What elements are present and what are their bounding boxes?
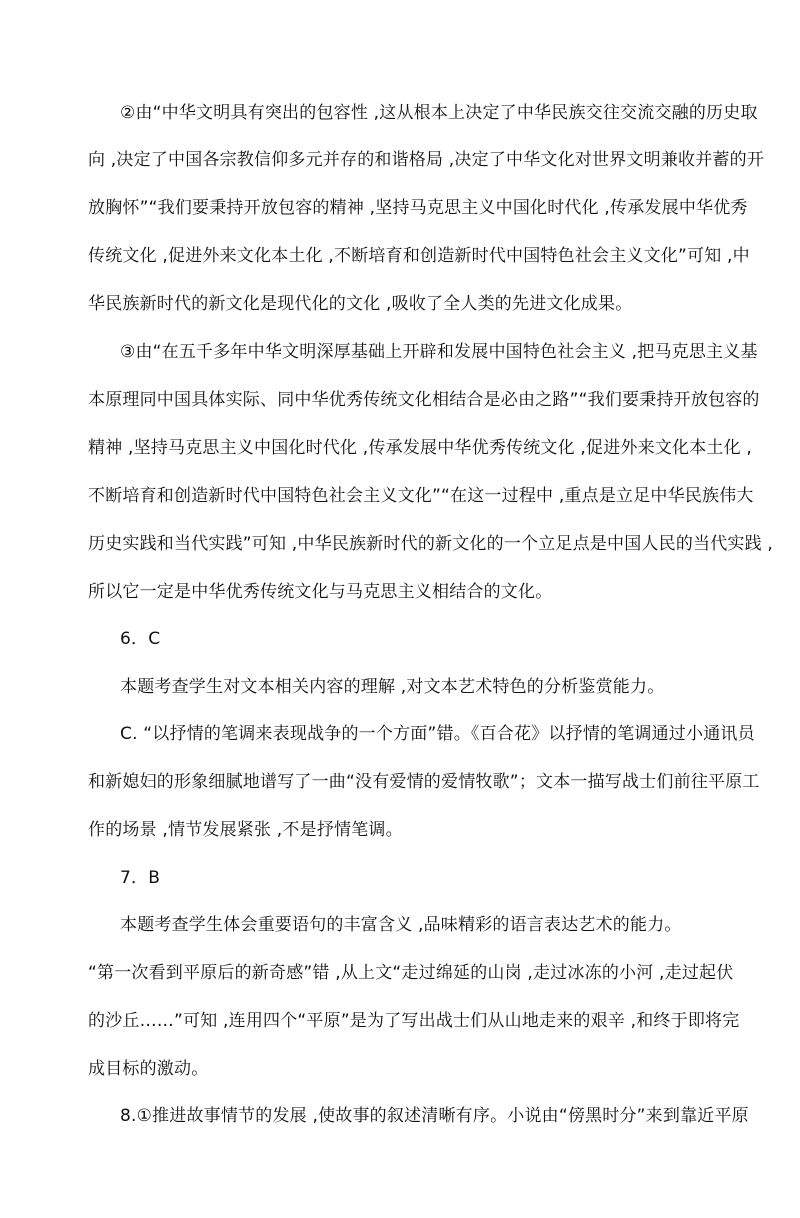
text-line: 所以它一定是中华优秀传统文化与马克思主义相结合的文化。: [88, 582, 553, 602]
text-line: ②由“中华文明具有突出的包容性 ,这从根本上决定了中华民族交往交流交融的历史取: [120, 103, 758, 123]
text-line: 本原理同中国具体实际、同中华优秀传统文化相结合是必由之路”“我们要秉持开放包容的: [88, 390, 760, 410]
text-line: “第一次看到平原后的新奇感”错 ,从上文“走过绵延的山岗 ,走过冰冻的小河 ,走过起伏: [88, 963, 734, 983]
question-number: 6．C: [120, 629, 161, 649]
text-line: 作的场景 ,情节发展紧张 ,不是抒情笔调。: [88, 820, 403, 840]
text-line: 本题考查学生对文本相关内容的理解 ,对文本艺术特色的分析鉴赏能力。: [120, 677, 665, 697]
text-line: 和新媳妇的形象细腻地谱写了一曲“没有爱情的爱情牧歌”；文本一描写战士们前往平原工: [88, 772, 760, 792]
text-line: 历史实践和当代实践”可知 ,中华民族新时代的新文化的一个立足点是中国人民的当代实践 ,: [88, 534, 774, 554]
text-line: 传统文化 ,促进外来文化本土化 ,不断培育和创造新时代中国特色社会主义文化”可知 ,中: [88, 246, 750, 266]
text-line: 向 ,决定了中国各宗教信仰多元并存的和谐格局 ,决定了中华文化对世界文明兼收并蓄的开: [88, 150, 765, 170]
text-line: 不断培育和创造新时代中国特色社会主义文化”“在这一过程中 ,重点是立足中华民族伟大: [88, 486, 754, 506]
text-line: 精神 ,坚持马克思主义中国化时代化 ,传承发展中华优秀传统文化 ,促进外来文化本土化 ,: [88, 438, 753, 458]
text-line: C. “以抒情的笔调来表现战争的一个方面”错。《百合花》以抒情的笔调通过小通讯员: [120, 724, 755, 744]
question-number: 7．B: [120, 868, 161, 888]
text-line: 华民族新时代的新文化是现代化的文化 ,吸收了全人类的先进文化成果。: [88, 294, 633, 314]
text-line: 放胸怀”“我们要秉持开放包容的精神 ,坚持马克思主义中国化时代化 ,传承发展中华优秀: [88, 198, 748, 218]
text-line: 8.①推进故事情节的发展 ,使故事的叙述清晰有序。小说由“傍黑时分”来到靠近平原: [120, 1106, 749, 1126]
text-line: ③由“在五千多年中华文明深厚基础上开辟和发展中国特色社会主义 ,把马克思主义基: [120, 342, 758, 362]
text-line: 的沙丘……”可知 ,连用四个“平原”是为了写出战士们从山地走来的艰辛 ,和终于即将完: [88, 1011, 740, 1031]
text-line: 成目标的激动。: [88, 1059, 209, 1079]
text-line: 本题考查学生体会重要语句的丰富含义 ,品味精彩的语言表达艺术的能力。: [120, 915, 682, 935]
